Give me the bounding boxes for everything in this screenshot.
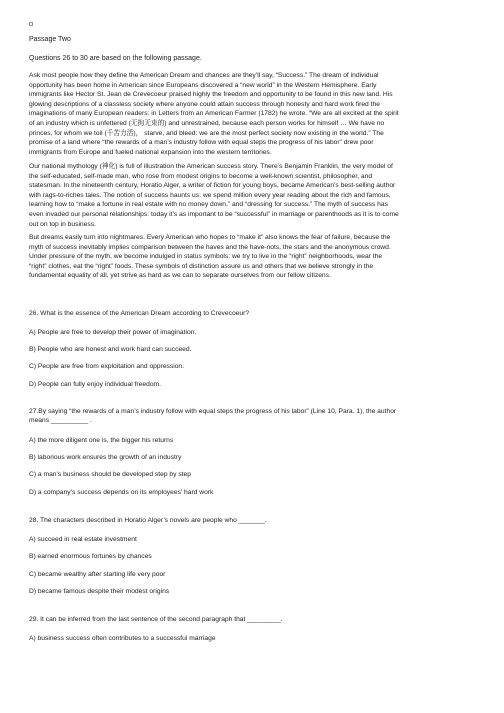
paragraph-line: glowing descriptions of a classless society where anyone could attain success through honesty and hard work fired the (29, 100, 380, 108)
paragraph-line: learning how to “make a fortune in real estate with no money down,” and “dressing for success.” The myth of success has (29, 201, 388, 209)
paragraph-line: “right” clothes, eat the “right” foods. These symbols of distinction assure us and others that we believe strongly in the (29, 262, 374, 270)
paragraph-1 (29, 71, 480, 157)
option-27-d: D) a company’s success depends on its employees’ hard work (29, 489, 214, 496)
option-28-b: B) earned enormous fortunes by chances (29, 553, 152, 560)
question-27 (29, 407, 480, 426)
option-28-a: A) succeed in real estate investment (29, 536, 137, 543)
paragraph-line: promise of a land where “the rewards of a man’s industry follow with equal steps the progress of his labor” drew poor (29, 139, 374, 147)
question-stem: means __________ . (29, 417, 92, 425)
paragraph-line: the self-educated, self-made man, who rose from modest origins to become a well-known scientist, philosopher, and (29, 172, 373, 180)
paragraph-line: Ask most people how they define the American Dream and chances are they’ll say, “Success.” The dream of individual (29, 72, 379, 79)
paragraph-2 (29, 162, 480, 229)
paragraph-line: Our national mythology (神化) is full of illustration the American success story. There’s Benjamin Franklin, the very model of (29, 163, 393, 170)
option-26-a: A) People are free to develop their power of imagination. (29, 329, 197, 336)
question-stem: 26. What is the essence of the American Dream according to Crevecoeur? (29, 310, 250, 317)
paragraph-line: imaginations of many European readers: in Letters from an American Farmer (1782) he wrote. “We are all excited at the spirit (29, 110, 399, 118)
passage-title: Passage Two (29, 36, 71, 43)
question-26 (29, 309, 480, 318)
option-27-b: B) laborious work ensures the growth of an industry (29, 454, 182, 461)
paragraph-line: fundamental equality of all, yet strive as hard as we can to separate ourselves from our fellow citizens. (29, 272, 331, 280)
option-29-a: A) business success often contributes to a successful marriage (29, 635, 216, 642)
option-28-d: D) became famous despite their modest origins (29, 588, 170, 595)
page-corner-mark (29, 22, 33, 26)
paragraph-line: statesman. In the nineteenth century, Horatio Alger, a writer of fiction for young boys, became American’s best-selling author (29, 182, 396, 190)
question-29 (29, 615, 480, 624)
paragraph-line: myth of success inevitably implies comparison between the haves and the have-nots, the stars and the anonymous crowd. (29, 243, 391, 251)
option-26-b: B) People who are honest and work hard can succeed. (29, 346, 192, 353)
paragraph-line: out on top in business. (29, 220, 96, 228)
paragraph-line: even invaded our personal relationships: today it’s as important to be “successful” in marriage or parenthoods as it is to come (29, 210, 399, 218)
paragraph-line: opportunity has been home in American since Europeans discovered a “new world” in the Western Hemisphere. Early (29, 81, 377, 89)
question-stem: 28. The characters described in Horatio Alger’s novels are people who _______. (29, 517, 267, 524)
paragraph-line: princes, for whom we toil (千苦力活)， starve, and bleed: we are the most perfect society now existing in the world.” The (29, 129, 384, 137)
paragraph-3 (29, 233, 480, 281)
question-28 (29, 516, 480, 525)
passage-intro: Questions 26 to 30 are based on the following passage. (29, 55, 202, 62)
paragraph-line: But dreams easily turn into nightmares. Every American who hopes to “make it” also knows the fear of failure, because the (29, 234, 391, 241)
option-28-c: C) became wealthy after starting life very poor (29, 571, 166, 578)
paragraph-line: immigrants from Europe and fueled national expansion into the western territories. (29, 148, 272, 156)
question-stem: 27.By saying “the rewards of a man’s industry follow with equal steps the progress of his labor” (Line 10, Para. 1), the author (29, 408, 397, 415)
option-26-c: C) People are free from exploitation and oppression. (29, 363, 185, 370)
paragraph-line: of an industry which is unfettered (无拘无束的) and unrestrained, because each person works for himself … We have no (29, 119, 385, 127)
paragraph-line: Under pressure of the myth, we become indulged in status symbols: we try to live in the “right” neighborhoods, wear the (29, 253, 383, 261)
option-27-c: C) a man’s business should be developed step by step (29, 471, 191, 478)
paragraph-line: with rags-to-riches tales. The notion of success haunts us: we spend million every year reading about the rich and famous, (29, 191, 391, 199)
question-stem: 29. It can be inferred from the last sentence of the second paragraph that _________. (29, 616, 283, 623)
option-27-a: A) the more diligent one is, the bigger his returns (29, 437, 174, 444)
option-26-d: D) People can fully enjoy individual freedom. (29, 381, 161, 388)
paragraph-line: immigrants like Hector St. Jean de Crevecoeur praised highly the freedom and opportunity to be found in this new land. His (29, 91, 393, 99)
